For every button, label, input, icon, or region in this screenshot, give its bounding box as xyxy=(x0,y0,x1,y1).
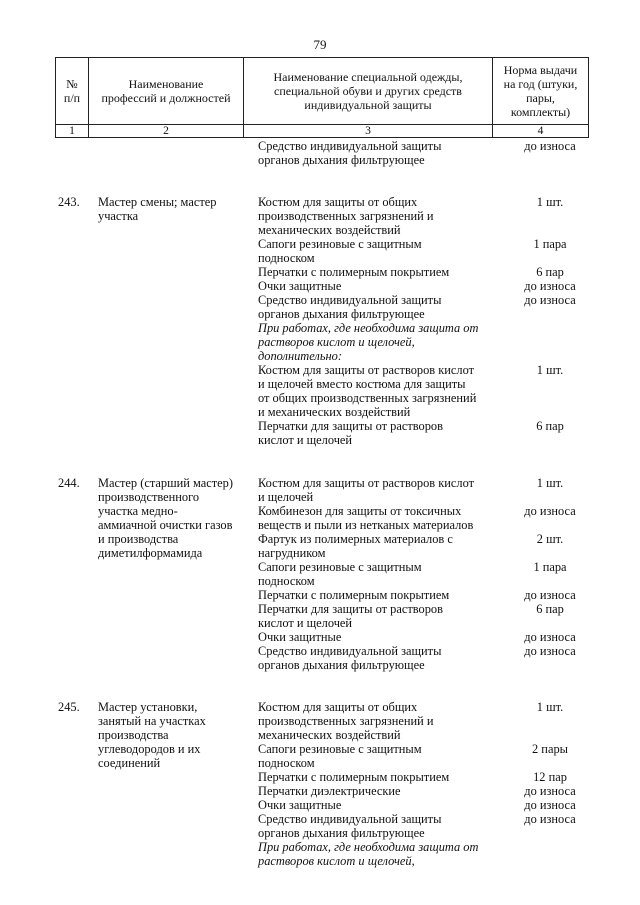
header-col4-line: комплекты) xyxy=(510,105,571,119)
header-number-3: 3 xyxy=(244,125,493,138)
header-col4-line: на год (штуки, xyxy=(503,77,578,91)
header-col2-line: профессий и должностей xyxy=(101,91,231,105)
profession-line: диметилформамида xyxy=(98,546,203,560)
item-line: Средство индивидуальной защиты xyxy=(258,644,442,658)
profession-line: занятый на участках xyxy=(98,714,206,728)
item-line: Очки защитные xyxy=(258,798,342,812)
item-name xyxy=(258,560,502,588)
item-name xyxy=(258,588,502,602)
item-line: и щелочей xyxy=(258,490,314,504)
item-norm: до износа xyxy=(524,588,576,602)
profession-line: Мастер установки, xyxy=(98,700,198,714)
header-col-number xyxy=(56,58,89,125)
item-line: Перчатки с полимерным покрытием xyxy=(258,770,450,784)
item-name xyxy=(258,237,502,265)
table-body xyxy=(0,139,640,868)
item-line: производственных загрязнений и xyxy=(258,714,434,728)
item-row xyxy=(0,195,640,237)
additional-condition-note xyxy=(258,840,502,868)
item-name xyxy=(258,784,502,798)
item-line: органов дыхания фильтрующее xyxy=(258,307,425,321)
item-norm: до износа xyxy=(524,812,576,826)
note-line: При работах, где необходима защита от xyxy=(258,321,479,335)
item-norm: 6 пар xyxy=(536,265,564,279)
item-norm: 2 шт. xyxy=(536,532,564,546)
item-name xyxy=(258,700,502,742)
item-line: производственных загрязнений и xyxy=(258,209,434,223)
item-line: Костюм для защиты от общих xyxy=(258,195,418,209)
item-line: Перчатки с полимерным покрытием xyxy=(258,588,450,602)
item-norm: 1 пара xyxy=(533,560,567,574)
item-name xyxy=(258,532,502,560)
item-row xyxy=(0,700,640,868)
entry-245 xyxy=(0,700,640,868)
item-line: Перчатки для защиты от растворов xyxy=(258,419,443,433)
item-row xyxy=(256,700,598,742)
item-norm: 1 шт. xyxy=(536,700,564,714)
item-line: органов дыхания фильтрующее xyxy=(258,153,425,167)
item-row xyxy=(0,293,640,321)
item-norm: 6 пар xyxy=(536,419,564,433)
note-row xyxy=(256,840,598,868)
header-col1-line: № xyxy=(66,77,78,91)
item-line: нагрудником xyxy=(258,546,326,560)
additional-condition-note xyxy=(258,321,502,363)
header-col1-line: п/п xyxy=(63,91,81,105)
item-name xyxy=(258,504,502,532)
profession-line: соединений xyxy=(98,756,161,770)
item-line: Фартук из полимерных материалов с xyxy=(258,532,453,546)
item-line: Средство индивидуальной защиты xyxy=(258,293,442,307)
profession-line: участка xyxy=(98,209,139,223)
item-line: и щелочей вместо костюма для защиты xyxy=(258,377,466,391)
item-line: Перчатки диэлектрические xyxy=(258,784,401,798)
item-name xyxy=(258,602,502,630)
entry-244 xyxy=(0,476,640,672)
item-row xyxy=(256,770,598,784)
profession-line: углеводородов и их xyxy=(98,742,201,756)
header-col3-line: специальной обуви и других средств xyxy=(274,84,462,98)
item-name xyxy=(258,742,502,770)
item-line: Костюм для защиты от растворов кислот xyxy=(258,363,475,377)
item-name xyxy=(258,363,502,419)
item-row xyxy=(256,532,598,560)
item-line: Сапоги резиновые с защитным xyxy=(258,560,422,574)
item-line: Комбинезон для защиты от токсичных xyxy=(258,504,462,518)
item-norm: до износа xyxy=(524,293,576,307)
item-line: от общих производственных загрязнений xyxy=(258,391,477,405)
item-norm: до износа xyxy=(524,279,576,293)
header-number-1: 1 xyxy=(56,125,89,138)
item-line: подноском xyxy=(258,756,315,770)
profession-line: аммиачной очистки газов xyxy=(98,518,233,532)
entry-number: 245. xyxy=(58,700,80,714)
item-row xyxy=(256,504,598,532)
item-norm: 6 пар xyxy=(536,602,564,616)
profession-line: производства xyxy=(98,728,169,742)
continuation-entry xyxy=(0,139,640,167)
item-name xyxy=(258,476,502,504)
item-norm: 1 шт. xyxy=(536,195,564,209)
item-norm: до износа xyxy=(524,784,576,798)
item-line: Костюм для защиты от растворов кислот xyxy=(258,476,475,490)
item-line: подноском xyxy=(258,574,315,588)
header-number-4: 4 xyxy=(493,125,589,138)
item-row xyxy=(256,742,598,770)
table-header xyxy=(55,57,589,138)
note-line: При работах, где необходима защита от xyxy=(258,840,479,854)
note-line: растворов кислот и щелочей, xyxy=(258,335,415,349)
header-col-profession xyxy=(89,58,244,125)
item-norm: 12 пар xyxy=(533,770,567,784)
item-line: кислот и щелочей xyxy=(258,433,353,447)
item-name xyxy=(258,195,502,237)
page-number: 79 xyxy=(313,37,327,52)
profession-line: Мастер смены; мастер xyxy=(98,195,217,209)
item-norm: до износа xyxy=(524,139,576,153)
item-line: Средство индивидуальной защиты xyxy=(258,139,442,153)
item-line: механических воздействий xyxy=(258,223,401,237)
item-row xyxy=(0,419,640,447)
item-row xyxy=(256,798,598,812)
profession-line: и производства xyxy=(98,532,179,546)
item-name xyxy=(258,139,502,167)
profession-name xyxy=(98,195,256,223)
profession-line: производственного xyxy=(98,490,200,504)
item-line: кислот и щелочей xyxy=(258,616,353,630)
item-line: Перчатки с полимерным покрытием xyxy=(258,265,450,279)
header-col2-line: Наименование xyxy=(128,77,204,91)
header-col-norm xyxy=(493,58,589,125)
item-row xyxy=(256,588,598,602)
item-row xyxy=(256,812,598,840)
entry-number: 244. xyxy=(58,476,80,490)
item-row xyxy=(256,630,598,644)
item-row xyxy=(0,279,640,293)
item-line: механических воздействий xyxy=(258,728,401,742)
item-row xyxy=(256,644,598,672)
item-line: Сапоги резиновые с защитным xyxy=(258,237,422,251)
note-line: дополнительно: xyxy=(258,349,342,363)
entry-243 xyxy=(0,195,640,447)
item-line: подноском xyxy=(258,251,315,265)
note-line: растворов кислот и щелочей, xyxy=(258,854,415,868)
item-norm: 2 пары xyxy=(532,742,568,756)
header-col-equipment xyxy=(244,58,493,125)
item-row xyxy=(0,476,640,672)
note-row xyxy=(0,321,640,363)
header-col3-line: индивидуальной защиты xyxy=(304,98,432,112)
profession-line: участка медно- xyxy=(98,504,178,518)
item-name xyxy=(258,293,502,321)
header-col4-line: пары, xyxy=(526,91,555,105)
item-row xyxy=(0,363,640,419)
item-name xyxy=(258,630,502,644)
item-line: Сапоги резиновые с защитным xyxy=(258,742,422,756)
item-norm: до износа xyxy=(524,644,576,658)
header-col3-line: Наименование специальной одежды, xyxy=(273,70,463,84)
profession-name xyxy=(98,700,256,770)
item-line: Костюм для защиты от общих xyxy=(258,700,418,714)
item-norm: до износа xyxy=(524,798,576,812)
item-norm: до износа xyxy=(524,630,576,644)
item-name xyxy=(258,812,502,840)
item-line: Перчатки для защиты от растворов xyxy=(258,602,443,616)
item-row xyxy=(0,139,640,167)
item-line: органов дыхания фильтрующее xyxy=(258,826,425,840)
item-row xyxy=(256,476,598,504)
header-col4-line: Норма выдачи xyxy=(503,63,578,77)
item-name xyxy=(258,279,502,293)
item-row xyxy=(0,265,640,279)
item-name xyxy=(258,770,502,784)
item-name xyxy=(258,265,502,279)
item-name xyxy=(258,644,502,672)
item-row xyxy=(256,602,598,630)
item-name xyxy=(258,798,502,812)
item-row xyxy=(256,560,598,588)
header-number-2: 2 xyxy=(89,125,244,138)
item-line: веществ и пыли из нетканых материалов xyxy=(258,518,474,532)
item-norm: 1 шт. xyxy=(536,363,564,377)
item-line: и механических воздействий xyxy=(258,405,411,419)
item-line: Средство индивидуальной защиты xyxy=(258,812,442,826)
item-row xyxy=(256,784,598,798)
item-name xyxy=(258,419,502,447)
entry-number: 243. xyxy=(58,195,80,209)
item-row xyxy=(0,237,640,265)
item-line: органов дыхания фильтрующее xyxy=(258,658,425,672)
item-line: Очки защитные xyxy=(258,630,342,644)
item-line: Очки защитные xyxy=(258,279,342,293)
item-norm: 1 пара xyxy=(533,237,567,251)
profession-line: Мастер (старший мастер) xyxy=(98,476,234,490)
item-norm: 1 шт. xyxy=(536,476,564,490)
item-norm: до износа xyxy=(524,504,576,518)
profession-name xyxy=(98,476,256,560)
